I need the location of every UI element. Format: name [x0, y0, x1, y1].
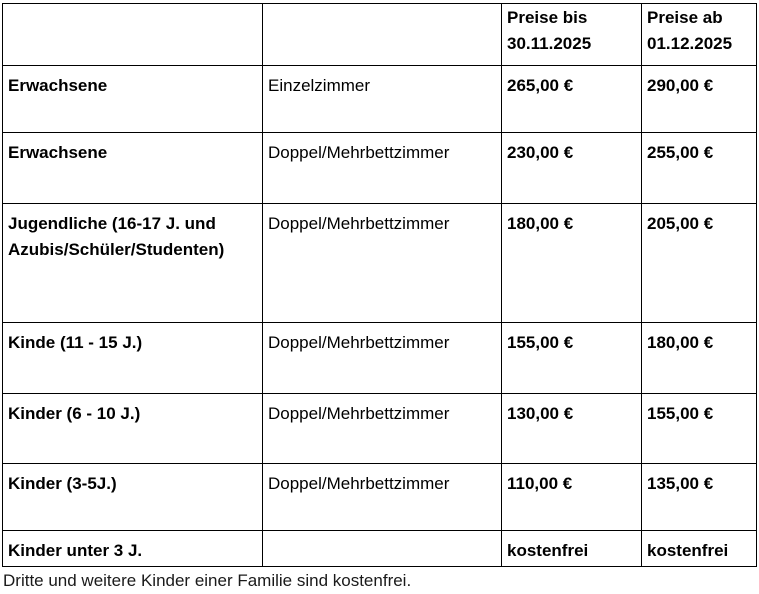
room-type-cell: Doppel/Mehrbettzimmer: [263, 204, 502, 323]
header-room-type: [263, 4, 502, 66]
category-cell: Erwachsene: [3, 133, 263, 204]
price-table: [2, 3, 757, 567]
table-row: [3, 323, 757, 394]
price-from-cell: 180,00 €: [642, 323, 757, 394]
price-from-cell: 135,00 €: [642, 464, 757, 531]
price-until-cell: 130,00 €: [502, 394, 642, 464]
category-cell: Erwachsene: [3, 66, 263, 133]
price-from-cell: 205,00 €: [642, 204, 757, 323]
category-cell: Jugendliche (16-17 J. und Azubis/Schüler/Studenten): [3, 204, 263, 323]
price-from-cell: 255,00 €: [642, 133, 757, 204]
table-row: [3, 133, 757, 204]
price-until-cell: 180,00 €: [502, 204, 642, 323]
room-type-cell: Doppel/Mehrbettzimmer: [263, 394, 502, 464]
header-row: [3, 4, 757, 66]
price-until-cell: 110,00 €: [502, 464, 642, 531]
price-until-cell: 230,00 €: [502, 133, 642, 204]
category-cell: Kinder (3-5J.): [3, 464, 263, 531]
table-row: [3, 464, 757, 531]
category-cell: Kinde (11 - 15 J.): [3, 323, 263, 394]
table-row: [3, 204, 757, 323]
category-cell: Kinder unter 3 J.: [3, 531, 263, 567]
room-type-cell: Doppel/Mehrbettzimmer: [263, 464, 502, 531]
room-type-cell: Doppel/Mehrbettzimmer: [263, 133, 502, 204]
header-price-until: Preise bis 30.11.2025: [502, 4, 642, 66]
room-type-cell: Einzelzimmer: [263, 66, 502, 133]
price-from-cell: 155,00 €: [642, 394, 757, 464]
room-type-cell: Doppel/Mehrbettzimmer: [263, 323, 502, 394]
table-row: [3, 531, 757, 567]
price-until-cell: 265,00 €: [502, 66, 642, 133]
price-from-cell: 290,00 €: [642, 66, 757, 133]
table-row: [3, 66, 757, 133]
category-cell: Kinder (6 - 10 J.): [3, 394, 263, 464]
header-category: [3, 4, 263, 66]
table-row: [3, 394, 757, 464]
header-price-from: Preise ab 01.12.2025: [642, 4, 757, 66]
price-until-cell: 155,00 €: [502, 323, 642, 394]
room-type-cell: [263, 531, 502, 567]
price-from-cell: kostenfrei: [642, 531, 757, 567]
footer-note: Dritte und weitere Kinder einer Familie sind kostenfrei.: [3, 571, 412, 590]
price-until-cell: kostenfrei: [502, 531, 642, 567]
